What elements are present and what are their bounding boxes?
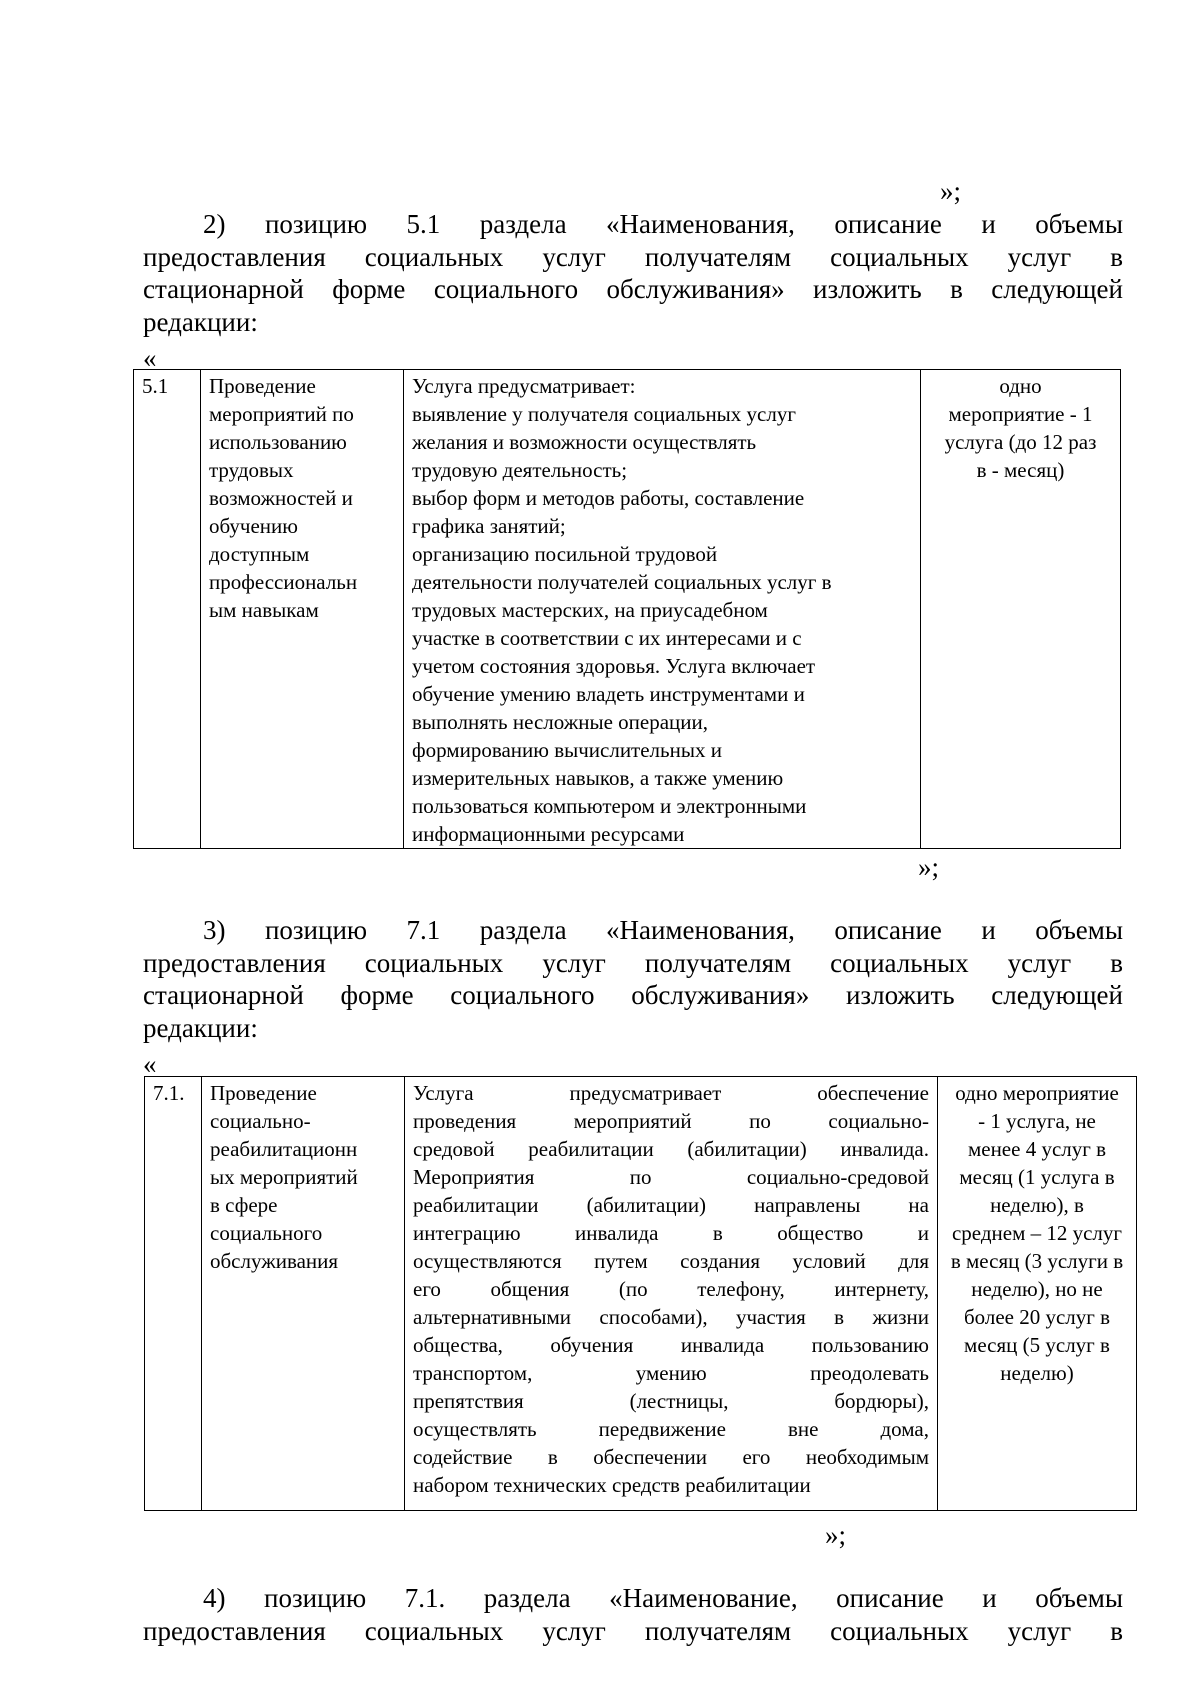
volume-line: более 20 услуг в (963, 1305, 1111, 1329)
service-name-cell (201, 370, 404, 849)
volume-line: среднем – 12 услуг (951, 1221, 1123, 1245)
volume-line: в месяц (3 услуги в (950, 1249, 1124, 1273)
description-line: осуществлять передвижение вне дома, (413, 1417, 929, 1441)
table-row (134, 370, 1121, 849)
position-number: 7.1. (153, 1081, 185, 1105)
description-line: общества, обучения инвалида пользованию (413, 1333, 929, 1357)
description-line: интеграцию инвалида в общество и (413, 1221, 929, 1245)
service-name-line: социального (210, 1221, 323, 1245)
description-line: альтернативными способами), участия в жизни (413, 1305, 929, 1329)
description-line: содействие в обеспечении его необходимым (413, 1445, 929, 1469)
volume-line: неделю) (1000, 1361, 1074, 1385)
volume-line: одно мероприятие (955, 1081, 1119, 1105)
service-name-line: доступным (209, 542, 310, 566)
position-number: 5.1 (142, 374, 169, 398)
description-line: транспортом, умению преодолевать (413, 1361, 929, 1385)
description-line: осуществляются путем создания условий для (413, 1249, 929, 1273)
description-line: проведения мероприятий по социально- (413, 1109, 929, 1133)
service-table-5-1 (133, 369, 1121, 849)
paragraph-4 (143, 1582, 1123, 1647)
service-name-cell (202, 1077, 405, 1511)
position-number-cell (145, 1077, 202, 1511)
paragraph-line: 4) позицию 7.1. раздела «Наименование, описание и объемы (203, 1583, 1123, 1613)
service-name-line: использованию (209, 430, 347, 454)
volume-line: мероприятие - 1 (948, 402, 1093, 426)
description-line: участке в соответствии с их интересами и с (412, 626, 802, 650)
description-line: пользоваться компьютером и электронными (412, 794, 807, 818)
service-table-7-1 (144, 1076, 1137, 1511)
volume-line: менее 4 услуг в (967, 1137, 1107, 1161)
paragraph-2 (143, 208, 1123, 338)
service-volume-cell (921, 370, 1121, 849)
paragraph-line: редакции: (143, 1012, 258, 1043)
description-line: информационными ресурсами (412, 822, 685, 846)
paragraph-line: предоставления социальных услуг получателям социальных услуг в (143, 947, 1123, 978)
service-name-line: в сфере (210, 1193, 278, 1217)
description-line: деятельности получателей социальных услуг в (412, 570, 832, 594)
service-volume-cell (938, 1077, 1137, 1511)
service-name-line: профессиональн (209, 570, 358, 594)
description-line: средовой реабилитации (абилитации) инвалида. (413, 1137, 929, 1161)
volume-line: одно (999, 374, 1042, 398)
service-name-line: обслуживания (210, 1249, 339, 1273)
volume-line: неделю), но не (971, 1277, 1103, 1301)
paragraph-line: 2) позицию 5.1 раздела «Наименования, описание и объемы (203, 209, 1123, 239)
description-line: трудовых мастерских, на приусадебном (412, 598, 768, 622)
paragraph-line: стационарной форме социального обслуживания» изложить в следующей (143, 274, 1123, 304)
description-line: Мероприятия по социально-средовой (413, 1165, 929, 1189)
service-name-line: трудовых (209, 458, 294, 482)
service-name-line: Проведение (210, 1081, 317, 1105)
service-name-line: мероприятий по (209, 402, 354, 426)
service-name-line: ых мероприятий (210, 1165, 358, 1189)
description-line: трудовую деятельность; (412, 458, 628, 482)
paragraph-3 (143, 914, 1123, 1044)
table-row (145, 1077, 1137, 1511)
closing-quote-1: »; (918, 852, 940, 882)
description-line: выполнять несложные операции, (412, 710, 708, 734)
description-line: препятствия (лестницы, бордюры), (413, 1389, 929, 1413)
volume-line: неделю), в (990, 1193, 1084, 1217)
description-line: графика занятий; (412, 514, 566, 538)
service-description-cell (405, 1077, 938, 1511)
paragraph-line: предоставления социальных услуг получателям социальных услуг в (143, 1615, 1123, 1646)
service-name-line: Проведение (209, 374, 316, 398)
volume-line: в - месяц) (976, 458, 1065, 482)
description-line: его общения (по телефону, интернету, (413, 1277, 929, 1301)
opening-quote-2: « (143, 1049, 157, 1079)
paragraph-line: редакции: (143, 306, 258, 337)
service-name-line: социально- (210, 1109, 311, 1133)
description-line: Услуга предусматривает: (412, 374, 636, 398)
description-line: Услуга предусматривает обеспечение (413, 1081, 929, 1105)
paragraph-line: стационарной форме социального обслуживания» изложить следующей (143, 980, 1123, 1010)
description-line: организацию посильной трудовой (412, 542, 718, 566)
service-name-line: обучению (209, 514, 298, 538)
description-line: формированию вычислительных и (412, 738, 722, 762)
volume-line: месяц (5 услуг в (964, 1333, 1110, 1357)
description-line: учетом состояния здоровья. Услуга включает (412, 654, 816, 678)
volume-line: месяц (1 услуга в (959, 1165, 1115, 1189)
description-line: выбор форм и методов работы, составление (412, 486, 805, 510)
volume-line: - 1 услуга, не (978, 1109, 1096, 1133)
description-line: измерительных навыков, а также умению (412, 766, 784, 790)
position-number-cell (134, 370, 201, 849)
service-name-line: реабилитационн (210, 1137, 358, 1161)
service-name-line: возможностей и (209, 486, 353, 510)
volume-line: услуга (до 12 раз (944, 430, 1097, 454)
paragraph-line: предоставления социальных услуг получателям социальных услуг в (143, 241, 1123, 272)
service-name-line: ым навыкам (209, 598, 319, 622)
description-line: желания и возможности осуществлять (412, 430, 757, 454)
opening-quote-1: « (143, 343, 157, 373)
closing-quote-top: »; (940, 176, 962, 206)
service-description-cell (404, 370, 921, 849)
description-line: обучение умению владеть инструментами и (412, 682, 805, 706)
paragraph-line: 3) позицию 7.1 раздела «Наименования, описание и объемы (203, 915, 1123, 945)
description-line: реабилитации (абилитации) направлены на (413, 1193, 929, 1217)
closing-quote-2: »; (825, 1520, 847, 1550)
description-line: выявление у получателя социальных услуг (412, 402, 796, 426)
description-line: набором технических средств реабилитации (413, 1473, 811, 1497)
